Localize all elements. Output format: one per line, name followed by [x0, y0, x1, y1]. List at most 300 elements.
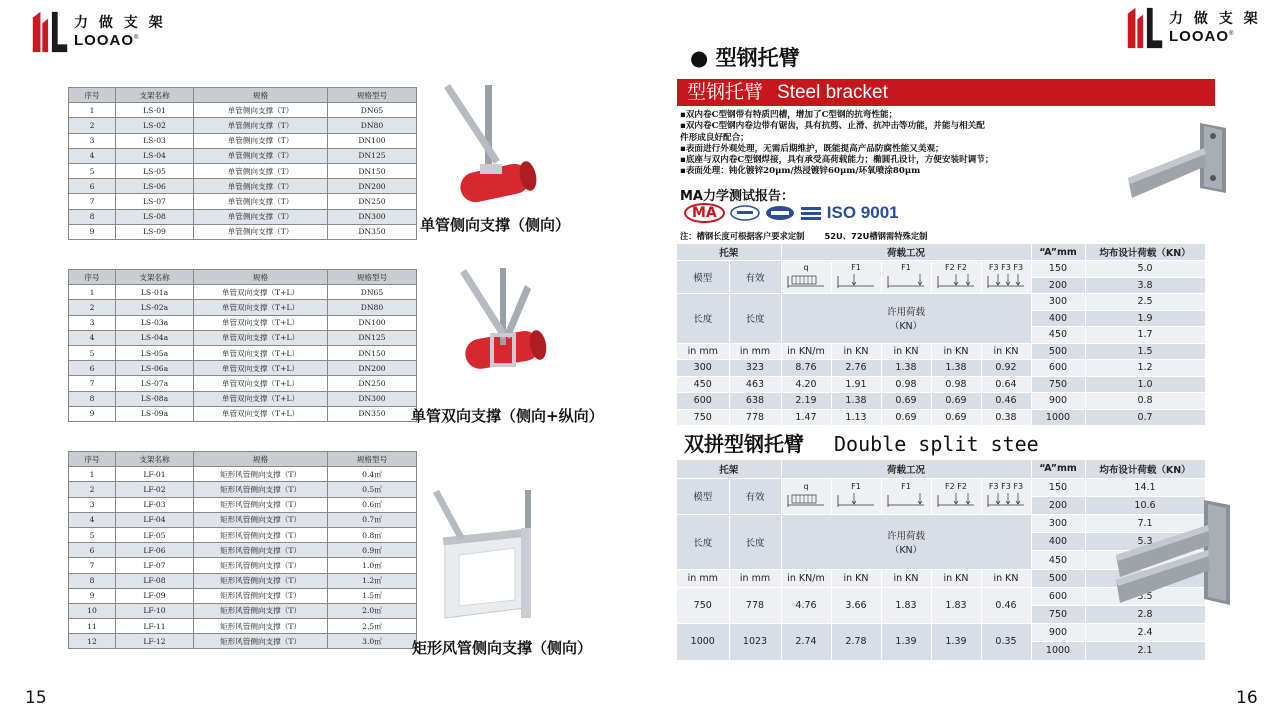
- table-cell: 2.78: [831, 624, 881, 660]
- table-cell: 3: [69, 497, 116, 512]
- table-cell: 0.38: [981, 409, 1031, 426]
- table-cell: DN200: [328, 179, 417, 194]
- table-cell: 1.0㎡: [328, 558, 417, 573]
- table-cell: 2: [69, 300, 116, 315]
- table-cell: 300: [677, 360, 729, 377]
- table-header-cell: 规格型号: [328, 270, 417, 285]
- table-cell: 单管侧向支撑（T）: [194, 209, 328, 224]
- table-cell: 600: [1031, 360, 1085, 377]
- load-case-cell: [831, 478, 881, 514]
- table-header-cell: 规格型号: [328, 452, 417, 467]
- table-cell: 9: [69, 406, 116, 421]
- table-cell: 638: [729, 393, 781, 410]
- table-cell: LF-08: [116, 573, 194, 588]
- table-header-cell: 规格: [194, 88, 328, 103]
- table-row: [69, 133, 417, 148]
- f3-load-diagram-icon: [986, 272, 1026, 288]
- load-case-label: F3 F3 F3: [988, 482, 1024, 492]
- table-cell: 500: [1031, 569, 1085, 587]
- table-cell: 600: [677, 393, 729, 410]
- table-cell: 0.6㎡: [328, 497, 417, 512]
- table-row: [69, 315, 417, 330]
- table-cell: 1.2: [1085, 360, 1205, 377]
- table-cell: 6: [69, 361, 116, 376]
- table-cell: 900: [1031, 393, 1085, 410]
- table-header-cell: 序号: [69, 88, 116, 103]
- table-cell: 模型: [677, 261, 729, 294]
- table-cell: 2.0㎡: [328, 603, 417, 618]
- table-row: [69, 376, 417, 391]
- table-header-cell: 规格: [194, 452, 328, 467]
- table-cell: LF-07: [116, 558, 194, 573]
- table-cell: 2.74: [781, 624, 831, 660]
- table-cell: DN250: [328, 376, 417, 391]
- table-header-row: [69, 88, 417, 103]
- table-row: [677, 393, 1205, 410]
- table-cell: DN250: [328, 194, 417, 209]
- table-cell: 2.19: [781, 393, 831, 410]
- table-row: [69, 634, 417, 649]
- table-cell: in KN/m: [781, 569, 831, 587]
- table-row: [69, 573, 417, 588]
- table-cell: 2.8: [1085, 606, 1205, 624]
- table-cell: 5.0: [1085, 261, 1205, 278]
- table-cell: 463: [729, 376, 781, 393]
- table-cell: 10: [69, 603, 116, 618]
- table-row: [69, 330, 417, 345]
- table-row: [69, 224, 417, 239]
- table-row: [677, 294, 1205, 311]
- table-row: [69, 558, 417, 573]
- table-cell: LF-04: [116, 512, 194, 527]
- table-cell: 长度: [677, 515, 729, 570]
- table-cell: 0.98: [931, 376, 981, 393]
- table-cell: LS-08: [116, 209, 194, 224]
- table-cell: 1.83: [931, 587, 981, 623]
- table-cell: LS-02a: [116, 300, 194, 315]
- cert-mark-icon: [800, 205, 822, 221]
- table-header-row: [677, 244, 1205, 261]
- table-row: [677, 478, 1205, 496]
- load-case-cell: [781, 478, 831, 514]
- table-cell: 单管侧向支撑（T）: [194, 194, 328, 209]
- table-cell: LF-05: [116, 527, 194, 542]
- table-cell: in KN: [881, 343, 931, 360]
- table-cell: DN200: [328, 361, 417, 376]
- table-cell: 有效: [729, 478, 781, 514]
- table-cell: LS-01a: [116, 285, 194, 300]
- table-cell: 0.98: [881, 376, 931, 393]
- table-cell: LF-09: [116, 588, 194, 603]
- table-cell: in KN: [981, 343, 1031, 360]
- table-cell: 5: [69, 345, 116, 360]
- table-cell: 单管双向支撑（T+L）: [194, 330, 328, 345]
- table-cell: 750: [1031, 606, 1085, 624]
- f1b-load-diagram-icon: [886, 491, 926, 507]
- certification-logos: [684, 203, 899, 223]
- table-cell: LF-12: [116, 634, 194, 649]
- table-row: [69, 345, 417, 360]
- table-cell: 3.5: [1085, 587, 1205, 605]
- table-cell: 0.7: [1085, 409, 1205, 426]
- table-cell: 5.3: [1085, 533, 1205, 551]
- allowable-load-label: 许用荷载: [886, 307, 925, 319]
- table-cell: 单管双向支撑（T+L）: [194, 285, 328, 300]
- table-cell: 长度: [677, 294, 729, 344]
- table-row: [69, 163, 417, 178]
- company-logo-right: [1125, 6, 1261, 50]
- table-cell: 3.8: [1085, 277, 1205, 294]
- table-cell: LS-03: [116, 133, 194, 148]
- table-header-cell: 序号: [69, 452, 116, 467]
- table-cell: LS-04a: [116, 330, 194, 345]
- table-header-cell: 支架名称: [116, 270, 194, 285]
- table-cell: 3.66: [831, 587, 881, 623]
- q-load-diagram-icon: [786, 272, 826, 288]
- table-row: [69, 103, 417, 118]
- table-cell: DN80: [328, 300, 417, 315]
- table-cell: in KN: [831, 343, 881, 360]
- f1a-load-diagram-icon: [836, 272, 876, 288]
- load-case-label: q: [803, 482, 809, 492]
- bullet-line: ▪表面处理：钝化镀锌20μm/热浸镀锌60μm/环氧喷涂80μm: [680, 166, 921, 177]
- table-row: [69, 406, 417, 421]
- table-cell: 1023: [729, 624, 781, 660]
- table-row: [69, 603, 417, 618]
- logo-en-text: LOOAO®: [74, 32, 140, 49]
- table-cell: LS-08a: [116, 391, 194, 406]
- spec-table-single-bidirectional: [68, 269, 417, 422]
- load-case-cell: [981, 478, 1031, 514]
- table-cell: 450: [1031, 327, 1085, 344]
- load-case-label: F1: [851, 263, 861, 272]
- table-cell: 14.1: [1085, 478, 1205, 496]
- table-cell: in mm: [677, 343, 729, 360]
- allowable-load-label: 许用荷载: [886, 530, 925, 542]
- table-cell: 323: [729, 360, 781, 377]
- table-header-row: [69, 452, 417, 467]
- table-row: [69, 118, 417, 133]
- table-row: [69, 391, 417, 406]
- table-cell: 8.76: [781, 360, 831, 377]
- table-cell: 荷载工况: [781, 460, 1031, 478]
- load-case-label: F1: [901, 263, 911, 272]
- load-case-label: F1: [901, 482, 911, 492]
- table-cell: 1.47: [781, 409, 831, 426]
- table-cell: 4.20: [781, 376, 831, 393]
- load-case-cell: [881, 261, 931, 294]
- table-row: [677, 261, 1205, 278]
- table-row: [69, 512, 417, 527]
- table-cell: 单管双向支撑（T+L）: [194, 391, 328, 406]
- table-cell: 单管双向支撑（T+L）: [194, 406, 328, 421]
- table-cell: 0.64: [981, 376, 1031, 393]
- table-cell: 2: [69, 482, 116, 497]
- table-cell: 1.38: [881, 360, 931, 377]
- table-cell: DN350: [328, 406, 417, 421]
- table-row: [677, 376, 1205, 393]
- table-cell: 7: [69, 194, 116, 209]
- feature-bullets: [680, 110, 1130, 178]
- table-row: [677, 343, 1205, 360]
- table-cell: LS-06a: [116, 361, 194, 376]
- table-cell: 5: [69, 527, 116, 542]
- load-table-steel-bracket: [677, 244, 1206, 426]
- table-header-cell: 规格型号: [328, 88, 417, 103]
- table-cell: 1.5: [1085, 343, 1205, 360]
- table-row: [69, 361, 417, 376]
- caption-duct-lateral: 矩形风管侧向支撑（侧向）: [412, 639, 593, 657]
- table-cell: DN300: [328, 209, 417, 224]
- table-cell: in KN: [931, 569, 981, 587]
- table-cell: in mm: [729, 569, 781, 587]
- table-cell: LF-02: [116, 482, 194, 497]
- table-cell: LS-07a: [116, 376, 194, 391]
- table-cell: DN100: [328, 315, 417, 330]
- table-cell: 0.69: [931, 393, 981, 410]
- f1b-load-diagram-icon: [886, 272, 926, 288]
- load-case-label: q: [803, 263, 809, 272]
- table-row: [69, 209, 417, 224]
- table-cell: LS-09a: [116, 406, 194, 421]
- table-cell: in mm: [677, 569, 729, 587]
- table-cell: DN100: [328, 133, 417, 148]
- table-row: [69, 527, 417, 542]
- table-cell: 单管双向支撑（T+L）: [194, 361, 328, 376]
- table-row: [69, 482, 417, 497]
- table-cell: in mm: [729, 343, 781, 360]
- table-cell: 单管侧向支撑（T）: [194, 118, 328, 133]
- table-cell: 7: [69, 558, 116, 573]
- table-cell: 8: [69, 391, 116, 406]
- table-cell: LF-11: [116, 619, 194, 634]
- table-cell: 1000: [1031, 642, 1085, 660]
- allowable-load-cell: [781, 515, 1031, 570]
- table-cell: 长度: [729, 294, 781, 344]
- table-cell: 8: [69, 209, 116, 224]
- bullet-line: ▪底座与双内卷C型钢焊接，具有承受高荷载能力；椭圆孔设计，方便安装时调节；: [680, 155, 994, 166]
- f2-load-diagram-icon: [936, 272, 976, 288]
- table-cell: 单管侧向支撑（T）: [194, 224, 328, 239]
- table-row: [69, 285, 417, 300]
- load-case-cell: [931, 261, 981, 294]
- table-cell: 4: [69, 330, 116, 345]
- allowable-load-unit: （KN）: [889, 321, 923, 333]
- table-cell: LF-03: [116, 497, 194, 512]
- table-cell: LS-06: [116, 179, 194, 194]
- table-cell: 有效: [729, 261, 781, 294]
- table-cell: 300: [1031, 294, 1085, 311]
- table-cell: 矩形风管侧向支撑（T）: [194, 603, 328, 618]
- company-logo-left: [30, 10, 166, 54]
- table-row: [69, 588, 417, 603]
- table-row: [69, 194, 417, 209]
- table-cell: 8: [69, 573, 116, 588]
- table-cell: 150: [1031, 261, 1085, 278]
- table-cell: 1.9: [1085, 310, 1205, 327]
- load-case-cell: [831, 261, 881, 294]
- table-cell: 单管侧向支撑（T）: [194, 148, 328, 163]
- table-cell: 矩形风管侧向支撑（T）: [194, 619, 328, 634]
- table-cell: 荷载工况: [781, 244, 1031, 261]
- table-cell: 6: [69, 543, 116, 558]
- section-heading: ● 型钢托臂: [690, 46, 800, 70]
- table-cell: 0.46: [981, 393, 1031, 410]
- table-cell: LF-10: [116, 603, 194, 618]
- table-cell: “A”mm: [1031, 244, 1085, 261]
- table-cell: 1.38: [931, 360, 981, 377]
- table-cell: 750: [677, 409, 729, 426]
- load-case-label: F2 F2: [945, 263, 967, 272]
- table-cell: 矩形风管侧向支撑（T）: [194, 527, 328, 542]
- logo-mark-icon: [1125, 6, 1165, 50]
- table-cell: 0.46: [981, 587, 1031, 623]
- table-cell: 矩形风管侧向支撑（T）: [194, 588, 328, 603]
- table-cell: 0.9㎡: [328, 543, 417, 558]
- table-header-row: [677, 460, 1205, 478]
- table-cell: 矩形风管侧向支撑（T）: [194, 573, 328, 588]
- table-cell: 0.92: [981, 360, 1031, 377]
- allowable-load-unit: （KN）: [889, 544, 923, 556]
- table-cell: in KN: [931, 343, 981, 360]
- table-row: [69, 543, 417, 558]
- table-cell: 1: [69, 285, 116, 300]
- table-header-cell: 规格: [194, 270, 328, 285]
- table-cell: in KN: [881, 569, 931, 587]
- table-cell: 矩形风管侧向支撑（T）: [194, 543, 328, 558]
- table-cell: DN65: [328, 103, 417, 118]
- table-cell: 778: [729, 587, 781, 623]
- table-cell: 0.35: [981, 624, 1031, 660]
- table-cell: 单管侧向支撑（T）: [194, 103, 328, 118]
- table-cell: in KN: [981, 569, 1031, 587]
- f2-load-diagram-icon: [936, 491, 976, 507]
- single-pipe-lateral-brace-image: [430, 80, 560, 210]
- table-cell: 400: [1031, 310, 1085, 327]
- table-cell: 托架: [677, 244, 781, 261]
- table-cell: 400: [1031, 533, 1085, 551]
- cnas-icon: [765, 205, 795, 221]
- table-cell: 450: [677, 376, 729, 393]
- table-header-row: [69, 270, 417, 285]
- ma-report-title: MA力学测试报告：: [680, 189, 794, 204]
- table-cell: 2.5㎡: [328, 619, 417, 634]
- table-cell: 单管侧向支撑（T）: [194, 163, 328, 178]
- q-load-diagram-icon: [786, 491, 826, 507]
- table-cell: 750: [677, 587, 729, 623]
- table-row: [69, 619, 417, 634]
- table-row: [69, 148, 417, 163]
- table-cell: LS-01: [116, 103, 194, 118]
- table-row: [69, 467, 417, 482]
- table-cell: DN65: [328, 285, 417, 300]
- table-header-cell: 序号: [69, 270, 116, 285]
- table-cell: LS-07: [116, 194, 194, 209]
- table-cell: 托架: [677, 460, 781, 478]
- table-cell: LF-01: [116, 467, 194, 482]
- table-cell: DN150: [328, 163, 417, 178]
- table-cell: 矩形风管侧向支撑（T）: [194, 558, 328, 573]
- table-cell: 11: [69, 619, 116, 634]
- table-cell: 0.8: [1085, 393, 1205, 410]
- table-cell: 1.39: [931, 624, 981, 660]
- table-cell: 单管双向支撑（T+L）: [194, 345, 328, 360]
- load-case-label: F1: [851, 482, 861, 492]
- table-cell: 1.5㎡: [328, 588, 417, 603]
- table-cell: 1: [69, 103, 116, 118]
- load-case-label: F2 F2: [945, 482, 967, 492]
- table-row: [69, 497, 417, 512]
- ma-cert-icon: MA: [684, 203, 725, 223]
- logo-cn-text: 力 做 支 架: [1169, 11, 1261, 27]
- table-cell: 2.4: [1085, 624, 1205, 642]
- allowable-load-cell: [781, 294, 1031, 344]
- logo-en-text: LOOAO®: [1169, 28, 1235, 45]
- table-cell: 750: [1031, 376, 1085, 393]
- table-cell: DN125: [328, 148, 417, 163]
- load-case-cell: [781, 261, 831, 294]
- load-case-cell: [931, 478, 981, 514]
- table-cell: 300: [1031, 515, 1085, 533]
- table-cell: 模型: [677, 478, 729, 514]
- table-cell: 200: [1031, 496, 1085, 514]
- load-case-cell: [881, 478, 931, 514]
- caption-single-lateral: 单管侧向支撑（侧向）: [420, 216, 571, 234]
- table-cell: 均布设计荷载（KN）: [1085, 244, 1205, 261]
- table-cell: 450: [1031, 551, 1085, 569]
- section-double-split: 双拼型钢托臂 Double split stee: [684, 432, 1039, 456]
- table-cell: 150: [1031, 478, 1085, 496]
- table-cell: 矩形风管侧向支撑（T）: [194, 482, 328, 497]
- table-cell: LS-02: [116, 118, 194, 133]
- spec-table-single-lateral: [68, 87, 417, 240]
- bullet-line: ▪表面进行外观处理，无需后期维护，既能提高产品防腐性能又美观；: [680, 143, 944, 154]
- table-cell: 2.1: [1085, 642, 1205, 660]
- table-cell: 单管双向支撑（T+L）: [194, 300, 328, 315]
- table-cell: 1.38: [831, 393, 881, 410]
- table-cell: LS-05: [116, 163, 194, 178]
- logo-cn-text: 力 做 支 架: [74, 15, 166, 31]
- table-row: [69, 300, 417, 315]
- table-cell: 4: [69, 512, 116, 527]
- table-cell: 200: [1031, 277, 1085, 294]
- table-cell: 长度: [729, 515, 781, 570]
- page-number-right: 16: [1236, 688, 1258, 708]
- table-cell: 单管双向支撑（T+L）: [194, 376, 328, 391]
- table-header-cell: 支架名称: [116, 88, 194, 103]
- table-cell: 0.4㎡: [328, 467, 417, 482]
- table-cell: 单管双向支撑（T+L）: [194, 315, 328, 330]
- table-cell: 778: [729, 409, 781, 426]
- bullet-line: ▪双内卷C型钢内卷边带有锯齿，具有抗剪、止滑、抗冲击等功能，并能与相关配: [680, 121, 985, 132]
- table-cell: 0.69: [881, 409, 931, 426]
- table-cell: DN150: [328, 345, 417, 360]
- load-case-cell: [981, 261, 1031, 294]
- table-cell: DN300: [328, 391, 417, 406]
- bullet-line: 件形成良好配合；: [680, 132, 749, 143]
- table-cell: 矩形风管侧向支撑（T）: [194, 467, 328, 482]
- table-cell: 500: [1031, 343, 1085, 360]
- ilac-mra-icon: [730, 205, 760, 221]
- table-cell: 1: [69, 467, 116, 482]
- bullet-line: ▪双内卷C型钢带有特质凹槽，增加了C型钢的抗弯性能；: [680, 110, 898, 120]
- table-cell: 1.91: [831, 376, 881, 393]
- table-cell: 7: [69, 376, 116, 391]
- f3-load-diagram-icon: [986, 491, 1026, 507]
- page-number-left: 15: [25, 688, 47, 708]
- table-cell: 2.76: [831, 360, 881, 377]
- caption-single-bidirectional: 单管双向支撑（侧向+纵向）: [411, 407, 604, 425]
